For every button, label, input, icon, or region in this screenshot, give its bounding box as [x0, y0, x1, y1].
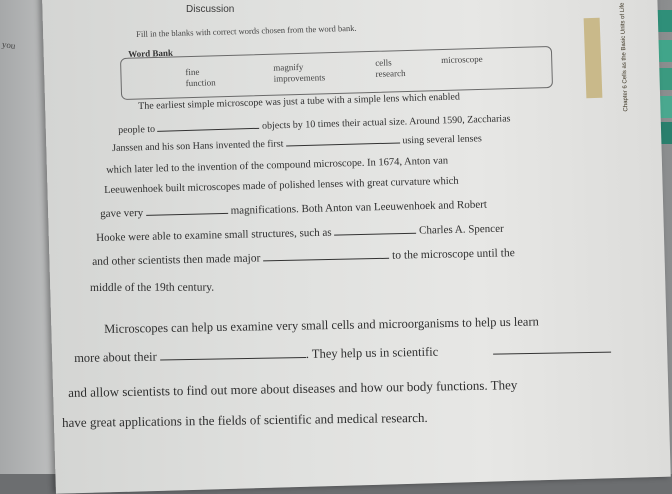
blank-3[interactable] — [146, 211, 228, 216]
word-improvements: improvements — [273, 72, 326, 84]
word-magnify: magnify — [273, 61, 304, 73]
text: Charles A. Spencer — [418, 222, 504, 237]
blank-7[interactable] — [493, 350, 611, 355]
word-fine: fine — [185, 66, 200, 78]
text: gave very — [100, 206, 144, 220]
text: and other scientists then made major — [92, 252, 261, 268]
blank-6[interactable] — [160, 355, 306, 361]
text: The earliest simple microscope was just a tube with a simple lens which enabled — [138, 91, 461, 112]
side-note: you — [1, 39, 17, 51]
text: objects by 10 times their actual size. Around 1590, Zaccharias — [261, 113, 511, 132]
blank-5[interactable] — [263, 256, 389, 262]
section-title: Discussion — [186, 4, 235, 15]
blank-2[interactable] — [286, 140, 400, 146]
text: more about their — [74, 349, 157, 365]
chapter-strip — [584, 18, 603, 99]
text: middle of the 19th century. — [90, 281, 215, 294]
word-function: function — [185, 77, 216, 89]
passage-line — [90, 282, 214, 294]
text: people to — [118, 123, 156, 136]
text: have great applications in the fields of scientific and medical research. — [62, 409, 428, 430]
text: Janssen and his son Hans invented the first — [112, 138, 284, 154]
text: magnifications. Both Anton van Leeuwenhoek and Robert — [230, 198, 488, 217]
text: using several lenses — [402, 133, 482, 147]
blank-4[interactable] — [334, 231, 416, 236]
text: . They help us in scientific — [305, 344, 439, 361]
chapter-label: Chapter 6 Cells as the Basic Units of Life — [619, 2, 630, 112]
text: Leeuwenhoek built microscopes made of polished lenses with great curvature which — [104, 175, 459, 196]
word-microscope: microscope — [441, 53, 483, 66]
word-research: research — [375, 68, 406, 79]
blank-1[interactable] — [158, 126, 260, 132]
instruction: Fill in the blanks with correct words chosen from the word bank. — [136, 22, 357, 39]
text: and allow scientists to find out more about diseases and how our body functions. They — [68, 377, 518, 400]
word-bank-title: Word Bank — [128, 47, 174, 59]
text: which later led to the invention of the compound microscope. In 1674, Anton van — [106, 155, 449, 176]
text: Microscopes can help us examine very small cells and microorganisms to help us learn — [104, 314, 539, 336]
text: to the microscope until the — [391, 247, 515, 262]
text: Hooke were able to examine small structures, such as — [96, 226, 332, 244]
word-cells: cells — [375, 57, 392, 68]
